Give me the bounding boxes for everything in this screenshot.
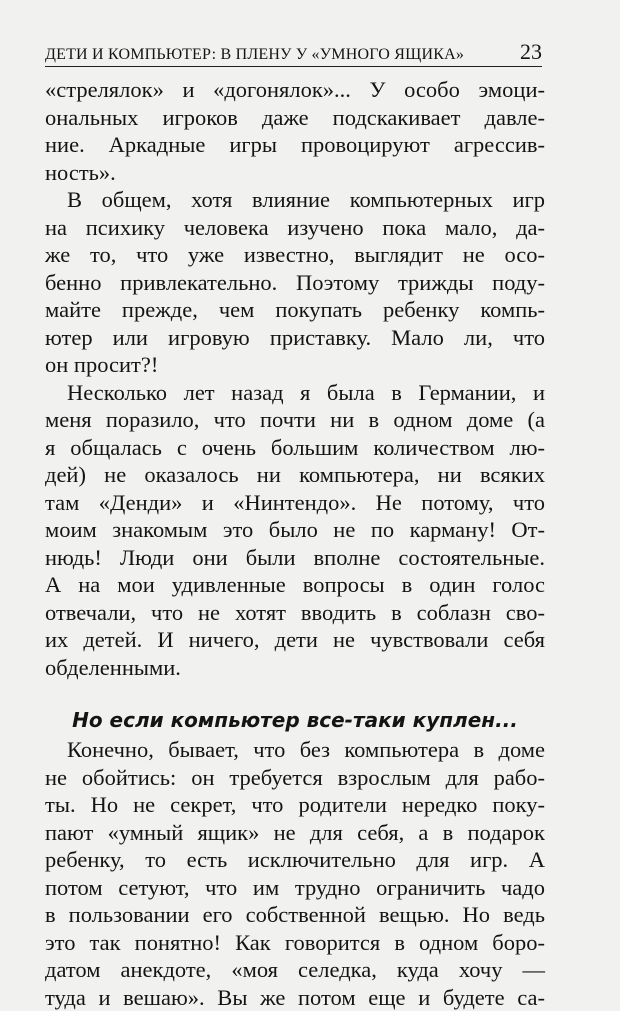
text-line: не обойтись: он требуется взрослым для рабо- <box>45 764 545 792</box>
text-line: бенно привлекательно. Поэтому трижды поду- <box>45 269 545 297</box>
running-head <box>45 36 542 67</box>
section-subheading: Но если компьютер все-таки куплен... <box>45 681 545 736</box>
text-line: А на мои удивленные вопросы в один голос <box>45 571 545 599</box>
text-line: моим знакомым это было не по карману! От- <box>45 516 545 544</box>
page-number: 23 <box>520 39 542 65</box>
text-line: пают «умный ящик» не для себя, а в подарок <box>45 819 545 847</box>
text-line: их детей. И ничего, дети не чувствовали себя <box>45 626 545 654</box>
text-line: В общем, хотя влияние компьютерных игр <box>45 186 545 214</box>
text-line: в пользовании его собственной вещью. Но ведь <box>45 901 545 929</box>
text-line: ребенку, то есть исключительно для игр. А <box>45 846 545 874</box>
text-line: «стрелялок» и «догонялок»... У особо эмоци- <box>45 76 545 104</box>
text-line: майте прежде, чем покупать ребенку компь- <box>45 296 545 324</box>
text-line: он просит?! <box>45 351 545 379</box>
text-line: ютер или игровую приставку. Мало ли, что <box>45 324 545 352</box>
text-line: там «Денди» и «Нинтендо». Не потому, что <box>45 489 545 517</box>
text-line: ность». <box>45 159 545 187</box>
text-line: потом сетуют, что им трудно ограничить чадо <box>45 874 545 902</box>
text-line: ние. Аркадные игры провоцируют агрессив- <box>45 131 545 159</box>
text-line: туда и вешаю». Вы же потом еще и будете са- <box>45 984 545 1011</box>
body-text <box>45 76 545 1011</box>
text-line: меня поразило, что почти ни в одном доме (а <box>45 406 545 434</box>
text-line: отвечали, что не хотят вводить в соблазн сво- <box>45 599 545 627</box>
text-line: нюдь! Люди они были вполне состоятельные. <box>45 544 545 572</box>
text-line: датом анекдоте, «моя селедка, куда хочу — <box>45 956 545 984</box>
text-line: ональных игроков даже подскакивает давле- <box>45 104 545 132</box>
text-line: Несколько лет назад я была в Германии, и <box>45 379 545 407</box>
text-line: на психику человека изучено пока мало, да- <box>45 214 545 242</box>
text-line: это так понятно! Как говорится в одном боро- <box>45 929 545 957</box>
text-line: Конечно, бывает, что без компьютера в доме <box>45 736 545 764</box>
running-title: ДЕТИ И КОМПЬЮТЕР: В ПЛЕНУ У «УМНОГО ЯЩИКА» <box>45 46 464 64</box>
text-line: же то, что уже известно, выглядит не осо- <box>45 241 545 269</box>
text-line: обделенными. <box>45 654 545 682</box>
text-line: я общалась с очень большим количеством лю- <box>45 434 545 462</box>
text-line: ты. Но не секрет, что родители нередко поку- <box>45 791 545 819</box>
text-line: дей) не оказалось ни компьютера, ни всяких <box>45 461 545 489</box>
